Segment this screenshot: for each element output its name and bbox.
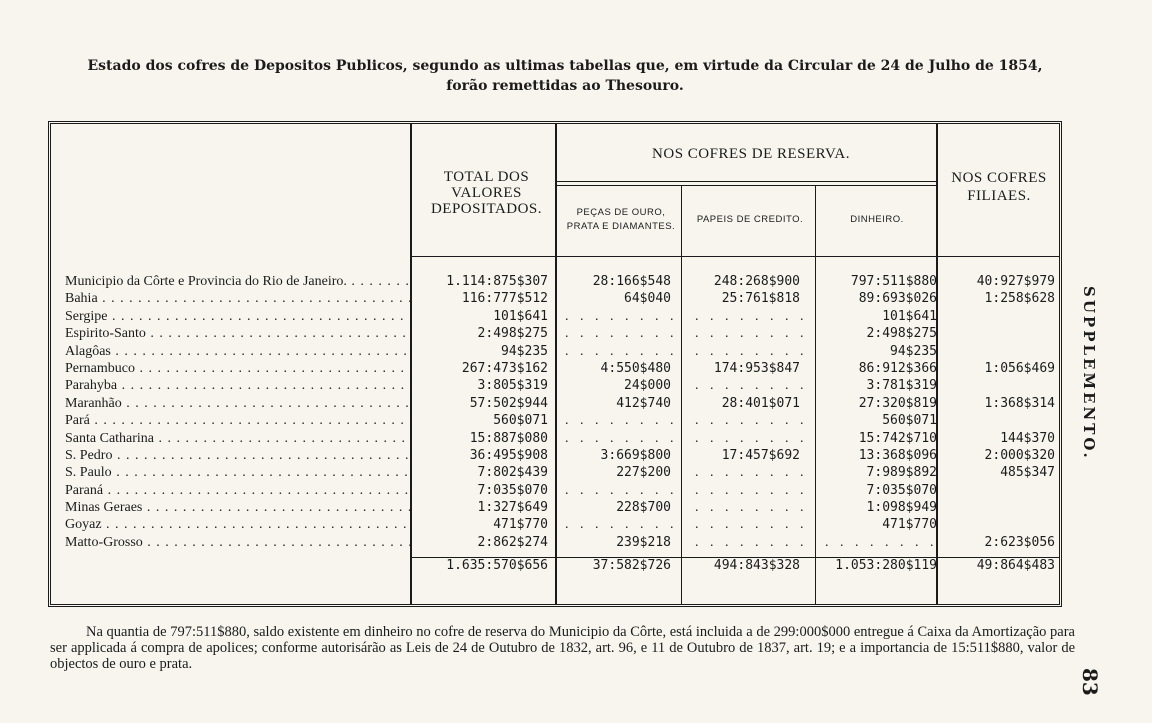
empty-cell-leader xyxy=(565,308,679,325)
cell-total: 1:327$649 xyxy=(477,500,548,516)
cell-dinheiro: 3:781$319 xyxy=(866,378,937,394)
reserva-underline xyxy=(557,185,936,186)
empty-cell-leader xyxy=(565,325,679,342)
cell-dinheiro: 13:368$096 xyxy=(858,447,937,463)
header-filiaes: NOS COFRES FILIAES. xyxy=(951,170,1047,204)
cell-pecas: 3:669$800 xyxy=(600,447,671,463)
cell-total: 267:473$162 xyxy=(461,360,548,376)
empty-cell-leader xyxy=(695,499,815,516)
header-total: TOTAL DOS VALORES DEPOSITADOS. xyxy=(430,169,543,217)
empty-cell-leader xyxy=(695,308,815,325)
header-dinheiro: DINHEIRO. xyxy=(850,214,904,225)
total-pecas: 37:582$726 xyxy=(592,558,671,573)
cell-total: 1.114:875$307 xyxy=(446,274,548,289)
document-title xyxy=(0,56,1130,96)
cell-total: 2:498$275 xyxy=(477,326,548,342)
cell-total: 116:777$512 xyxy=(461,291,548,307)
row-label: Espirito-Santo . . . xyxy=(65,325,410,342)
cell-dinheiro: 94$235 xyxy=(890,343,937,359)
total-total: 1.635:570$656 xyxy=(446,558,548,573)
cell-filiaes: 1:368$314 xyxy=(984,395,1055,411)
cell-total: 57:502$944 xyxy=(469,395,548,411)
empty-cell-leader xyxy=(565,412,679,429)
side-label: SUPPLEMENTO. xyxy=(1080,286,1098,461)
row-label: Maranhão . . . xyxy=(65,395,410,412)
cell-pecas: 64$040 xyxy=(624,291,671,307)
cell-papeis: 248:268$900 xyxy=(713,274,800,289)
total-filiaes: 49:864$483 xyxy=(976,558,1055,573)
cell-dinheiro: 7:035$070 xyxy=(866,482,937,498)
cell-total: 101$641 xyxy=(493,308,548,324)
cell-total: 560$071 xyxy=(493,413,548,429)
row-label: Goyaz . . . xyxy=(65,516,410,533)
reserva-underline xyxy=(557,181,936,182)
cell-total: 94$235 xyxy=(501,343,548,359)
empty-cell-leader xyxy=(695,430,815,447)
row-label: Santa Catharina . . . xyxy=(65,430,410,447)
cell-dinheiro: 101$641 xyxy=(882,308,937,324)
cell-papeis: 25:761$818 xyxy=(721,291,800,307)
cell-pecas: 239$218 xyxy=(616,534,671,550)
total-dinheiro: 1.053:280$119 xyxy=(835,558,937,573)
empty-cell-leader xyxy=(695,377,815,394)
row-label: Matto-Grosso . . . xyxy=(65,534,410,551)
cell-pecas: 412$740 xyxy=(616,395,671,411)
empty-cell-leader xyxy=(825,534,935,551)
footnote: Na quantia de 797:511$880, saldo existente em dinheiro no cofre de reserva do Municipio da Côrte, está incluida a de 299:000$000 entregue á Caixa da Amortização para ser applicada á compra de apolices; conforme autorisárão as Leis de 24 de Outubro de 1832, art. 96, e 11 de Outubro de 1837, art. 19; e a importancia de 15:511$880, valor de objectos de ouro e prata. xyxy=(50,624,1075,672)
cell-pecas: 4:550$480 xyxy=(600,360,671,376)
row-label: S. Pedro . . . xyxy=(65,447,410,464)
row-label: Municipio da Côrte e Provincia do Rio de Janeiro. . . . xyxy=(65,273,410,290)
cell-total: 36:495$908 xyxy=(469,447,548,463)
header-rule xyxy=(411,256,1059,257)
row-label: Alagôas . . . xyxy=(65,343,410,360)
empty-cell-leader xyxy=(565,482,679,499)
cell-filiaes: 40:927$979 xyxy=(976,274,1055,289)
empty-cell-leader xyxy=(695,464,815,481)
cell-total: 2:862$274 xyxy=(477,534,548,550)
cell-dinheiro: 1:098$949 xyxy=(866,500,937,516)
cell-dinheiro: 89:693$026 xyxy=(858,291,937,307)
column-divider xyxy=(681,186,682,604)
header-papeis: PAPEIS DE CREDITO. xyxy=(696,214,804,225)
cell-filiaes: 144$370 xyxy=(1000,430,1055,446)
title-line-1: Estado dos cofres de Depositos Publicos, segundo as ultimas tabellas que, em virtude da Circular de 24 de Julho de 1854, xyxy=(87,58,1043,74)
cell-filiaes: 1:056$469 xyxy=(984,360,1055,376)
cell-dinheiro: 560$071 xyxy=(882,413,937,429)
row-label: Paraná . . . xyxy=(65,482,410,499)
cell-total: 7:802$439 xyxy=(477,465,548,481)
header-reserva: NOS COFRES DE RESERVA. xyxy=(652,146,850,162)
cell-pecas: 228$700 xyxy=(616,500,671,516)
cell-papeis: 17:457$692 xyxy=(721,447,800,463)
row-label: Pernambuco . . . xyxy=(65,360,410,377)
row-label: Minas Geraes . . . xyxy=(65,499,410,516)
cell-dinheiro: 27:320$819 xyxy=(858,395,937,411)
cell-pecas: 227$200 xyxy=(616,465,671,481)
totals-row xyxy=(65,558,1055,576)
title-line-2: forão remettidas ao Thesouro. xyxy=(446,78,684,94)
cell-total: 7:035$070 xyxy=(477,482,548,498)
page-number: 83 xyxy=(1078,668,1102,696)
empty-cell-leader xyxy=(695,412,815,429)
row-label: Parahyba . . . xyxy=(65,377,410,394)
cell-filiaes: 2:000$320 xyxy=(984,447,1055,463)
cell-papeis: 174:953$847 xyxy=(713,360,800,376)
empty-cell-leader xyxy=(565,430,679,447)
empty-cell-leader xyxy=(695,325,815,342)
empty-cell-leader xyxy=(695,343,815,360)
empty-cell-leader xyxy=(565,343,679,360)
cell-filiaes: 1:258$628 xyxy=(984,291,1055,307)
row-label: S. Paulo . . . xyxy=(65,464,410,481)
cell-total: 471$770 xyxy=(493,517,548,533)
deposits-table xyxy=(48,121,1062,607)
cell-dinheiro: 7:989$892 xyxy=(866,465,937,481)
cell-filiaes: 2:623$056 xyxy=(984,534,1055,550)
cell-pecas: 28:166$548 xyxy=(592,274,671,289)
cell-filiaes: 485$347 xyxy=(1000,465,1055,481)
cell-total: 3:805$319 xyxy=(477,378,548,394)
header-pecas: PEÇAS DE OURO, PRATA E DIAMANTES. xyxy=(566,207,676,232)
cell-pecas: 24$000 xyxy=(624,378,671,394)
row-label: Sergipe . . . xyxy=(65,308,410,325)
cell-dinheiro: 2:498$275 xyxy=(866,326,937,342)
cell-papeis: 28:401$071 xyxy=(721,395,800,411)
column-divider xyxy=(815,186,816,604)
row-label: Bahia . . . xyxy=(65,290,410,307)
row-label: Pará . . . xyxy=(65,412,410,429)
cell-dinheiro: 471$770 xyxy=(882,517,937,533)
cell-dinheiro: 86:912$366 xyxy=(858,360,937,376)
column-divider xyxy=(410,124,412,604)
empty-cell-leader xyxy=(695,482,815,499)
cell-total: 15:887$080 xyxy=(469,430,548,446)
empty-cell-leader xyxy=(565,516,679,533)
total-papeis: 494:843$328 xyxy=(713,558,800,573)
cell-dinheiro: 15:742$710 xyxy=(858,430,937,446)
empty-cell-leader xyxy=(695,534,815,551)
empty-cell-leader xyxy=(695,516,815,533)
cell-dinheiro: 797:511$880 xyxy=(850,274,937,289)
